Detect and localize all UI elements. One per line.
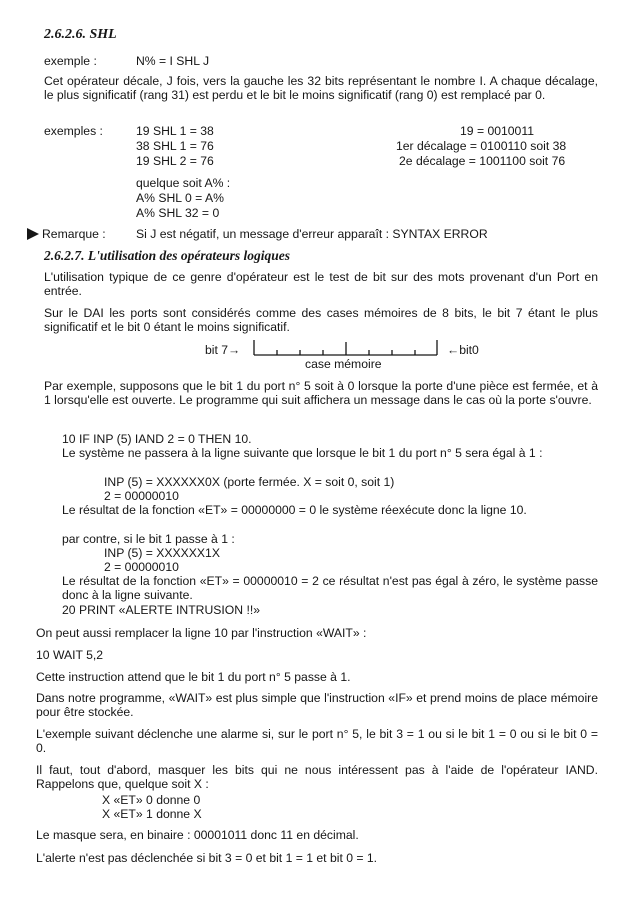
logic-paragraph-3: Par exemple, supposons que le bit 1 du port n° 5 soit à 0 lorsque la porte d'une pièce est fermée, et à 1 lorsqu'elle est ouverte. Le programme qui suit affichera un message dans le cas où la porte s'ouvre. — [44, 379, 598, 407]
logic-paragraph-1: L'utilisation typique de ce genre d'opérateur est le test de bit sur des mots provenant d'un Port en entrée. — [44, 270, 598, 298]
diagram-bit0-label: ←bit0 — [447, 343, 479, 357]
inp-closed-line: INP (5) = XXXXXX0X (porte fermée. X = soit 0, soit 1) — [104, 475, 395, 489]
exemple-left-3: 19 SHL 2 = 76 — [136, 154, 214, 168]
exemple-value: N% = I SHL J — [136, 54, 210, 68]
par-contre-line: par contre, si le bit 1 passe à 1 : — [62, 532, 235, 546]
diagram-caption: case mémoire — [305, 357, 382, 371]
code-line-20: 20 PRINT «ALERTE INTRUSION !!» — [62, 603, 260, 617]
logic-paragraph-8: Il faut, tout d'abord, masquer les bits qui ne nous intéressent pas à l'aide de l'opérateur IAND. Rappelons que, quelque soit X : — [36, 763, 598, 791]
quelque-line-2: A% SHL 0 = A% — [136, 191, 224, 205]
quelque-line-3: A% SHL 32 = 0 — [136, 206, 220, 220]
et-result-2: Le résultat de la fonction «ET» = 00000010 = 2 ce résultat n'est pas égal à zéro, le système passe donc à la ligne suivante. — [62, 574, 598, 602]
quelque-line-1: quelque soit A% : — [136, 176, 231, 190]
exemple-right-3: 2e décalage = 1001100 soit 76 — [399, 154, 566, 168]
logic-paragraph-6: Dans notre programme, «WAIT» est plus simple que l'instruction «IF» et prend moins de place mémoire pour être stockée. — [36, 691, 598, 719]
two-binary-b: 2 = 00000010 — [104, 560, 179, 574]
section-title-logic: 2.6.2.7. L'utilisation des opérateurs logiques — [44, 248, 291, 263]
exemple-label: exemple : — [44, 54, 97, 68]
exemple-right-2: 1er décalage = 0100110 soit 38 — [396, 139, 567, 153]
et-result-1: Le résultat de la fonction «ET» = 00000000 = 0 le système réexécute donc la ligne 10. — [62, 503, 527, 517]
code-line-10: 10 IF INP (5) IAND 2 = 0 THEN 10. — [62, 432, 252, 446]
remarque-marker-icon — [26, 227, 40, 244]
alert-condition-line: L'alerte n'est pas déclenchée si bit 3 = 0 et bit 1 = 1 et bit 0 = 1. — [36, 851, 378, 865]
logic-paragraph-7: L'exemple suivant déclenche une alarme si, sur le port n° 5, le bit 3 = 1 ou si le bit 1 = 0 ou si le bit 0 = 0. — [36, 727, 598, 755]
exemple-left-2: 38 SHL 1 = 76 — [136, 139, 214, 153]
remarque-text: Si J est négatif, un message d'erreur apparaît : SYNTAX ERROR — [136, 227, 488, 241]
exemple-left-1: 19 SHL 1 = 38 — [136, 124, 214, 138]
rule-et-1: X «ET» 1 donne X — [102, 807, 202, 821]
memory-cell-diagram — [253, 340, 438, 356]
logic-paragraph-5: Cette instruction attend que le bit 1 du port n° 5 passe à 1. — [36, 670, 351, 684]
logic-paragraph-4: On peut aussi remplacer la ligne 10 par l'instruction «WAIT» : — [36, 626, 367, 640]
wait-line: 10 WAIT 5,2 — [36, 648, 104, 662]
mask-line: Le masque sera, en binaire : 00001011 donc 11 en décimal. — [36, 828, 359, 842]
shl-description: Cet opérateur décale, J fois, vers la gauche les 32 bits représentant le nombre I. A chaque décalage, le plus significatif (rang 31) est perdu et le bit le moins significatif (rang 0) est remplacé par 0. — [44, 74, 598, 102]
code-explanation: Le système ne passera à la ligne suivante que lorsque le bit 1 du port n° 5 sera égal à 1 : — [62, 446, 543, 460]
inp-open-line: INP (5) = XXXXXX1X — [104, 546, 220, 560]
exemples-label: exemples : — [44, 124, 103, 138]
logic-paragraph-2: Sur le DAI les ports sont considérés comme des cases mémoires de 8 bits, le bit 7 étant le plus significatif et le bit 0 étant le moins significatif. — [44, 306, 598, 334]
rule-et-0: X «ET» 0 donne 0 — [102, 793, 201, 807]
remarque-label: Remarque : — [42, 227, 106, 241]
diagram-bit7-label: bit 7→ — [205, 343, 241, 357]
two-binary-a: 2 = 00000010 — [104, 489, 179, 503]
section-title-shl: 2.6.2.6. SHL — [44, 27, 117, 42]
exemple-right-1: 19 = 0010011 — [460, 124, 534, 138]
